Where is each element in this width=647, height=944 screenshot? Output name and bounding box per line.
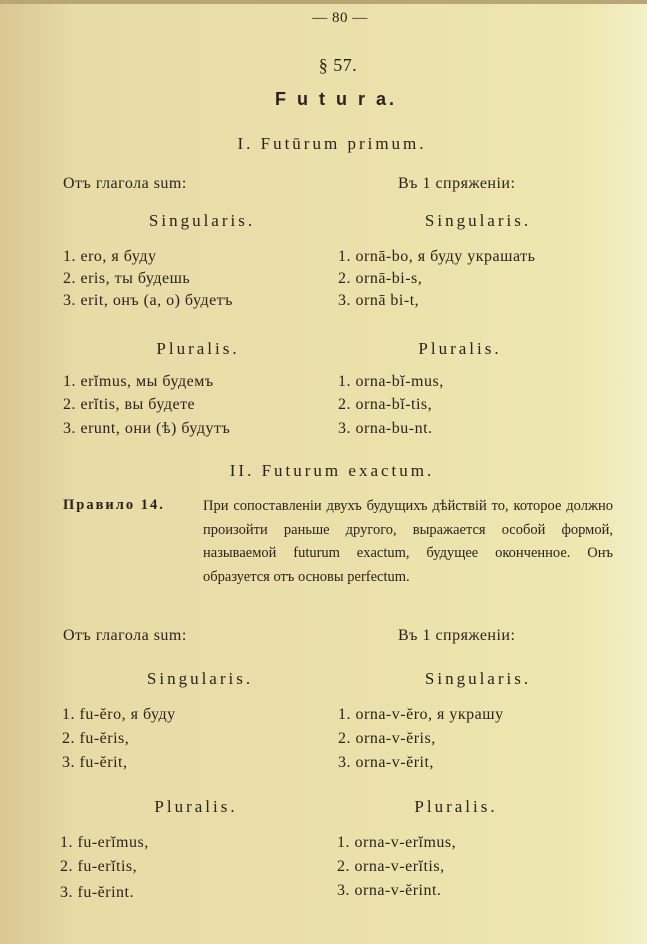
- part2-left-plural-3: 3. fu-ĕrint.: [60, 884, 134, 901]
- page-top-edge: [0, 0, 647, 4]
- part1-right-pluralis: Pluralis.: [418, 339, 502, 358]
- part1-right-header: Въ 1 спряженіи:: [398, 175, 516, 192]
- part2-right-pluralis: Pluralis.: [414, 797, 498, 816]
- part2-left-plural-2: 2. fu-erĭtis,: [60, 858, 138, 875]
- part1-right-singular-2: 2. ornā-bi-s,: [338, 270, 423, 287]
- part1-left-singular-2: 2. eris, ты будешь: [63, 270, 191, 287]
- part1-right-singular-1: 1. ornā-bo, я буду украшать: [338, 248, 536, 265]
- part1-right-plural-3: 3. orna-bu-nt.: [338, 420, 433, 437]
- part2-left-header: Отъ глагола sum:: [63, 627, 187, 644]
- part2-heading: II. Futurum exactum.: [229, 461, 435, 480]
- part1-right-plural-2: 2. orna-bĭ-tis,: [338, 396, 433, 413]
- part2-left-plural-1: 1. fu-erĭmus,: [60, 834, 149, 851]
- part1-right-plural-1: 1. orna-bĭ-mus,: [338, 373, 444, 390]
- part2-right-plural-1: 1. orna-v-erĭmus,: [337, 834, 457, 851]
- part2-right-singularis: Singularis.: [424, 669, 532, 688]
- part2-left-pluralis: Pluralis.: [154, 797, 238, 816]
- part1-left-pluralis: Pluralis.: [156, 339, 240, 358]
- part2-right-singular-1: 1. orna-v-ĕro, я украшу: [338, 706, 504, 723]
- part1-left-plural-3: 3. erunt, они (ѣ) будутъ: [63, 420, 231, 437]
- page-number: — 80 —: [312, 10, 368, 26]
- part1-left-plural-2: 2. erĭtis, вы будете: [63, 396, 196, 413]
- part1-left-plural-1: 1. erĭmus, мы будемъ: [63, 373, 214, 390]
- part1-right-singular-3: 3. ornā bi-t,: [338, 292, 420, 309]
- part2-left-singular-1: 1. fu-ĕro, я буду: [62, 706, 176, 723]
- part1-heading: I. Futūrum primum.: [237, 134, 427, 153]
- section-number: § 57.: [318, 55, 358, 75]
- part1-right-singularis: Singularis.: [424, 211, 532, 230]
- part2-right-singular-3: 3. orna-v-ĕrit,: [338, 754, 434, 771]
- rule-text: При сопоставленіи двухъ будущихъ дѣйствій то, которое должно произойти раньше другого, выражается особой формой, называемой futurum exactum, будущее оконченное. Онъ образуется отъ основы perfectum.: [203, 498, 613, 585]
- part2-left-singular-2: 2. fu-ĕris,: [62, 730, 130, 747]
- part2-right-singular-2: 2. orna-v-ĕris,: [338, 730, 436, 747]
- chapter-title: F u t u r a.: [274, 89, 398, 109]
- part1-left-header: Отъ глагола sum:: [63, 175, 187, 192]
- rule-label: Правило 14.: [63, 497, 165, 513]
- part2-right-plural-3: 3. orna-v-ĕrint.: [337, 882, 442, 899]
- part2-right-plural-2: 2. orna-v-erĭtis,: [337, 858, 445, 875]
- part2-right-header: Въ 1 спряженіи:: [398, 627, 516, 644]
- part2-left-singular-3: 3. fu-ĕrit,: [62, 754, 128, 771]
- part1-left-singular-1: 1. ero, я буду: [63, 248, 157, 265]
- part1-left-singular-3: 3. erit, онъ (а, о) будетъ: [63, 292, 233, 309]
- part2-left-singularis: Singularis.: [146, 669, 254, 688]
- part1-left-singularis: Singularis.: [148, 211, 256, 230]
